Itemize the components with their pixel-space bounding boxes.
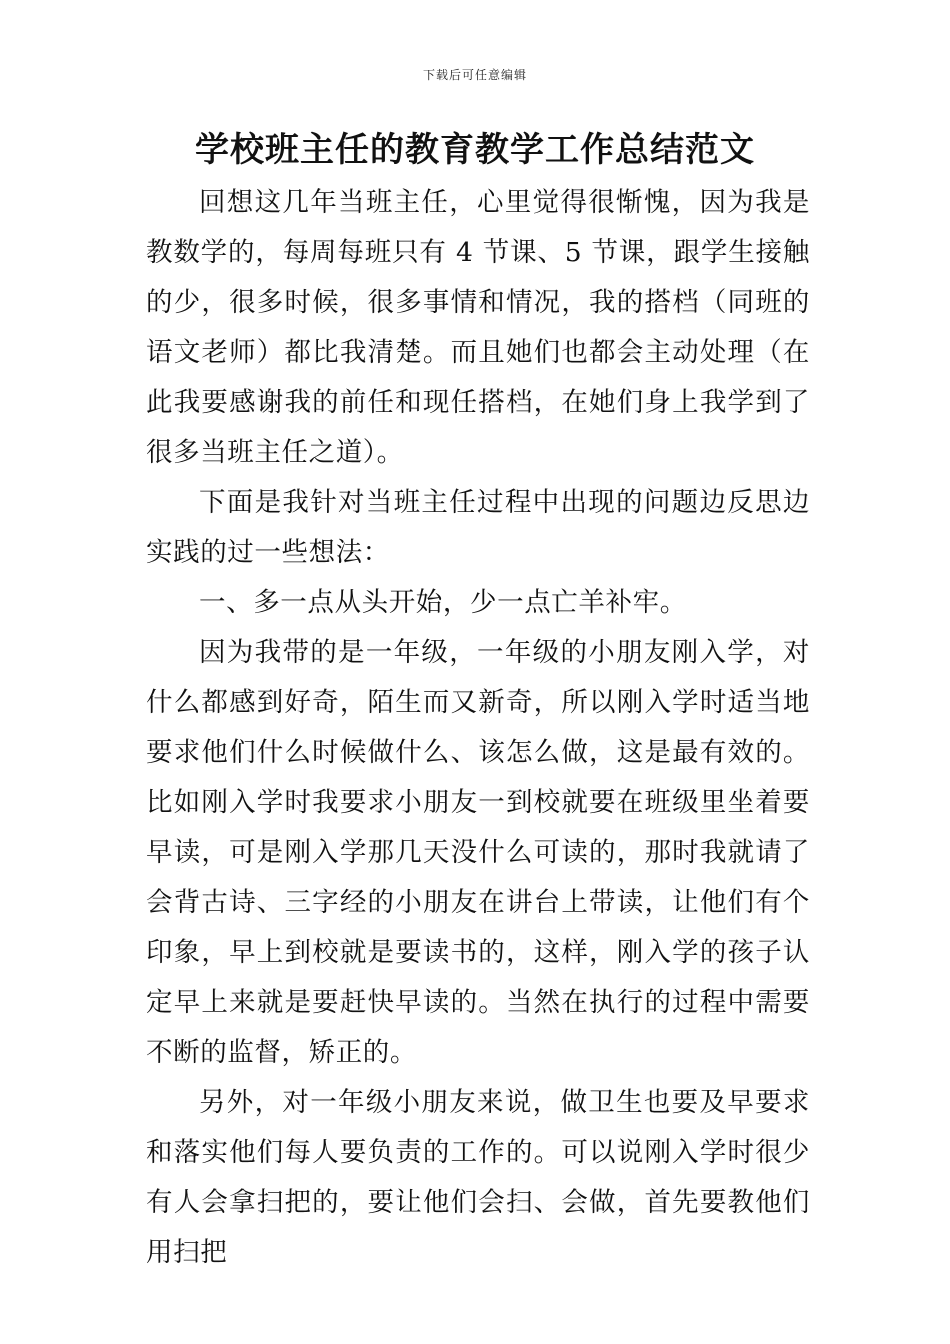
paragraph-4: 另外，对一年级小朋友来说，做卫生也要及早要求和落实他们每人要负责的工作的。可以说刚入学时很少有人会拿扫把的，要让他们会扫、会做，首先要教他们用扫把: [146, 1087, 810, 1268]
document-body: [146, 178, 810, 1278]
section-heading-1: 一、多一点从头开始，少一点亡羊补牢。: [199, 587, 687, 618]
header-note: 下载后可任意编辑: [422, 68, 527, 82]
paragraph-1: 回想这几年当班主任，心里觉得很惭愧，因为我是教数学的，每周每班只有 4 节课、5 节课，跟学生接触的少，很多时候，很多事情和情况，我的搭档（同班的语文老师）都比我清楚。而且她们也都会主动处理（在此我要感谢我的前任和现任搭档，在她们身上我学到了很多当班主任之道）。: [146, 187, 810, 468]
paragraph-3: 因为我带的是一年级，一年级的小朋友刚入学，对什么都感到好奇，陌生而又新奇，所以刚入学时适当地要求他们什么时候做什么、该怎么做，这是最有效的。比如刚入学时我要求小朋友一到校就要在班级里坐着要早读，可是刚入学那几天没什么可读的，那时我就请了会背古诗、三字经的小朋友在讲台上带读，让他们有个印象，早上到校就是要读书的，这样，刚入学的孩子认定早上来就是要赶快早读的。当然在执行的过程中需要不断的监督，矫正的。: [146, 637, 810, 1068]
document-title: 学校班主任的教育教学工作总结范文: [195, 130, 755, 170]
paragraph-2: 下面是我针对当班主任过程中出现的问题边反思边实践的过一些想法：: [146, 487, 810, 568]
